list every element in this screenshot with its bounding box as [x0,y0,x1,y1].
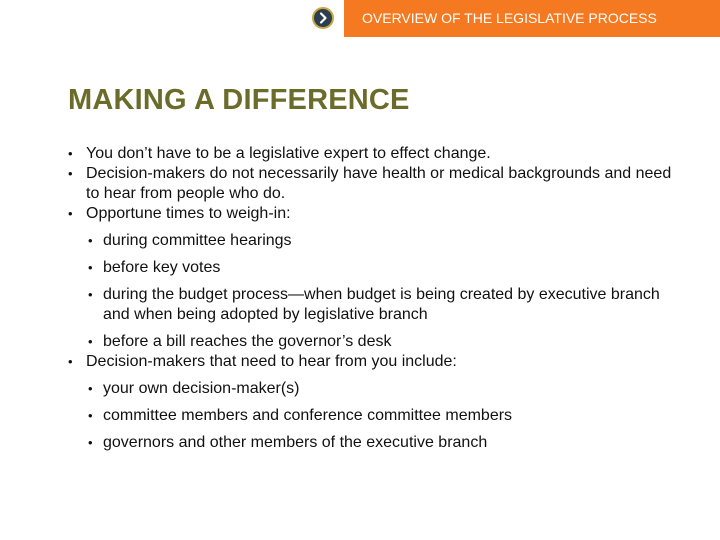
sub-bullet-item: • before key votes [103,258,686,278]
sub-bullet-list [103,231,686,352]
sub-bullet-item: • committee members and conference committee members [103,406,686,426]
bullet-text: You don’t have to be a legislative expert to effect change. [86,145,491,162]
sub-bullet-item: • your own decision-maker(s) [103,379,686,399]
sub-bullet-item: • before a bill reaches the governor’s desk [103,332,686,352]
bullet-item [86,204,686,352]
bullet-text: Decision-makers do not necessarily have health or medical backgrounds and need to hear from people who do. [86,165,672,202]
bullet-text: Opportune times to weigh-in: [86,205,291,222]
bullet-text: Decision-makers that need to hear from you include: [86,353,457,370]
slide-title: MAKING A DIFFERENCE [68,84,410,116]
sub-bullet-item: • during the budget process—when budget is being created by executive branch and when being adopted by legislative branch [103,285,686,325]
bullet-item [86,352,686,453]
bullet-list [86,144,686,453]
sub-bullet-item: • during committee hearings [103,231,686,251]
sub-bullet-list [103,379,686,453]
sub-bullet-item: • governors and other members of the executive branch [103,433,686,453]
bullet-item [86,144,686,164]
header-bar [344,0,720,37]
chevron-right-circle-icon[interactable] [312,7,334,29]
bullet-item [86,164,686,204]
header-title: OVERVIEW OF THE LEGISLATIVE PROCESS [362,10,657,26]
